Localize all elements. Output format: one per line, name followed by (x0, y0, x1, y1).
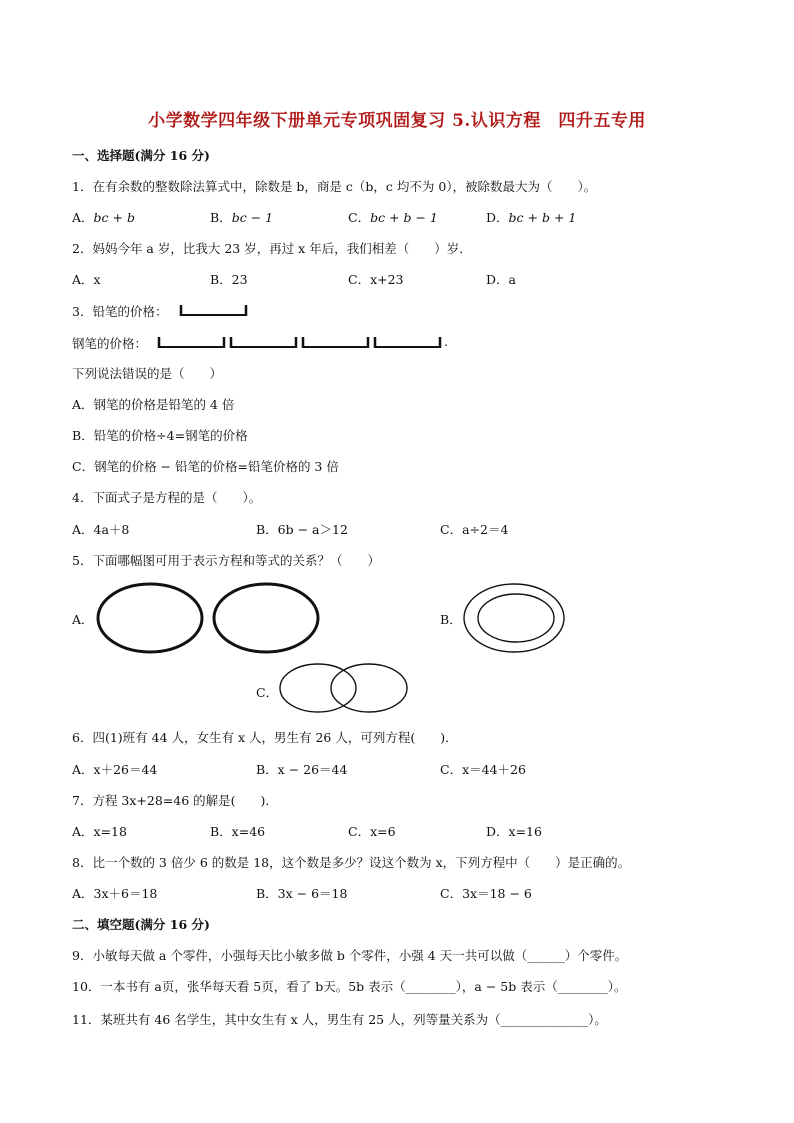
q6-option-b: B．x − 26＝44 (256, 762, 348, 777)
q5-diagram-c-overlapping-ellipses (278, 662, 410, 714)
pen-price-period: . (444, 334, 448, 349)
q4-option-c: C．a÷2＝4 (440, 522, 509, 537)
q5-option-a: A． (72, 612, 94, 627)
question-6: 6．四(1)班有 44 人，女生有 x 人，男生有 26 人，可列方程( )． (72, 730, 458, 745)
q6-option-a: A．x＋26＝44 (72, 762, 158, 777)
q8-option-a: A．3x＋6＝18 (72, 886, 158, 901)
q7-option-b: B．x=46 (210, 824, 266, 839)
q5-diagram-b-nested-ellipses (462, 582, 568, 654)
q2-option-b: B．23 (210, 272, 248, 287)
section-heading-fill-blank: 二、填空题(满分 16 分) (72, 917, 210, 932)
question-5: 5．下面哪幅图可用于表示方程和等式的关系？（ ） (72, 553, 380, 568)
q7-option-c: C．x=6 (348, 824, 396, 839)
q1-option-c: C．bc + b − 1 (348, 210, 438, 225)
question-2: 2．妈妈今年 a 岁，比我大 23 岁，再过 x 年后，我们相差（ ）岁． (72, 241, 472, 256)
question-10: 10．一本书有 a页，张华每天看 5页，看了 b天。5b 表示（________），a − 5b 表示（________）。 (72, 979, 627, 994)
question-9: 9．小敏每天做 a 个零件，小强每天比小敏多做 b 个零件，小强 4 天一共可以做（______）个零件。 (72, 948, 628, 963)
q3-option-c: C．钢笔的价格 − 铅笔的价格=铅笔价格的 3 倍 (72, 459, 339, 474)
pencil-price-bar (180, 304, 250, 318)
q1-option-a: A．bc + b (72, 210, 135, 225)
q6-option-c: C．x＝44＋26 (440, 762, 526, 777)
q2-option-c: C．x+23 (348, 272, 404, 287)
q4-option-a: A．4a＋8 (72, 522, 130, 537)
page-title: 小学数学四年级下册单元专项巩固复习 5.认识方程 四升五专用 (148, 111, 646, 131)
question-3-pencil-price: 3．铅笔的价格： (72, 304, 168, 319)
question-3-prompt: 下列说法错误的是（ ） (72, 366, 223, 381)
question-7: 7．方程 3x+28=46 的解是( )． (72, 793, 278, 808)
q4-option-b: B．6b − a＞12 (256, 522, 348, 537)
section-heading-choice: 一、选择题(满分 16 分) (72, 148, 210, 163)
q5-option-b: B． (440, 612, 462, 627)
question-3-pen-price: 钢笔的价格： (72, 336, 148, 351)
q5-option-c: C． (256, 685, 279, 700)
q7-option-d: D．x=16 (486, 824, 542, 839)
q2-option-d: D．a (486, 272, 516, 287)
question-4: 4．下面式子是方程的是（ ）。 (72, 490, 262, 505)
q8-option-c: C．3x＝18 − 6 (440, 886, 532, 901)
question-1: 1．在有余数的整数除法算式中，除数是 b，商是 c（b，c 均不为 0），被除数最大为（ ）。 (72, 179, 597, 194)
pen-price-bar (158, 336, 448, 350)
question-8: 8．比一个数的 3 倍少 6 的数是 18，这个数是多少？设这个数为 x，下列方程中（ ）是正确的。 (72, 855, 631, 870)
question-11: 11．某班共有 46 名学生，其中女生有 x 人，男生有 25 人，列等量关系为（______________）。 (72, 1012, 607, 1027)
q2-option-a: A．x (72, 272, 101, 287)
q7-option-a: A．x=18 (72, 824, 127, 839)
q1-option-b: B．bc − 1 (210, 210, 274, 225)
q5-diagram-a-separate-ellipses (96, 582, 326, 654)
q8-option-b: B．3x − 6＝18 (256, 886, 348, 901)
q1-option-d: D．bc + b + 1 (486, 210, 577, 225)
q3-option-a: A．钢笔的价格是铅笔的 4 倍 (72, 397, 235, 412)
q3-option-b: B．铅笔的价格÷4=钢笔的价格 (72, 428, 248, 443)
